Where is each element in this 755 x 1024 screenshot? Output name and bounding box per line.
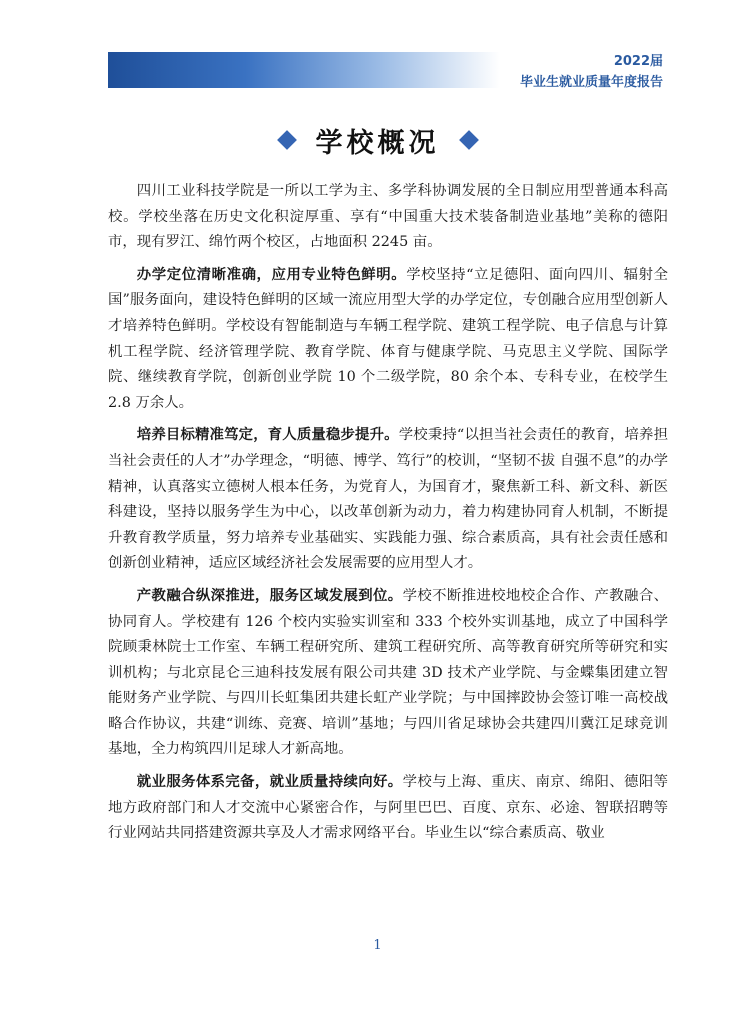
paragraph-text: 学校坚持“立足德阳、面向四川、辐射全国”服务面向，建设特色鲜明的区域一流应用型大学的办学定位，专创融合应用型创新人才培养特色鲜明。学校设有智能制造与车辆工程学院、建筑工程学院、电子信息与计算机工程学院、经济管理学院、教育学院、体育与健康学院、马克思主义学院、国际学院、继续教育学院，创新创业学院 10 个二级学院，80 余个本、专科专业，在校学生 2.8 万余人。 — [108, 266, 668, 411]
body-content — [108, 178, 668, 853]
paragraph-text: 学校秉持“以担当社会责任的教育，培养担当社会责任的人才”办学理念，“明德、博学、笃行”的校训，“坚韧不拔 自强不息”的办学精神，认真落实立德树人根本任务，为党育人，为国育才，聚焦新工科、新文科、新医科建设，坚持以服务学生为中心，以改革创新为动力，着力构建协同育人机制，不断提升教育教学质量，努力培养专业基础实、实践能力强、综合素质高，具有社会责任感和创新创业精神，适应区域经济社会发展需要的应用型人才。 — [108, 427, 668, 572]
paragraph — [108, 422, 668, 577]
paragraph — [108, 769, 668, 847]
paragraph — [108, 262, 668, 417]
paragraph-text: 学校不断推进校地校企合作、产教融合、协同育人。学校建有 126 个校内实验实训室和 333 个校外实训基地，成立了中国科学院顾秉林院士工作室、车辆工程研究所、建筑工程研究所、高等教育研究所等研究和实训机构；与北京昆仑三迪科技发展有限公司共建 3D 技术产业学院、与金蝶集团建立智能财务产业学院、与四川长虹集团共建长虹产业学院；与中国摔跤协会签订唯一高校战略合作协议，共建“训练、竞赛、培训”基地；与四川省足球协会共建四川冀江足球竞训基地，全力构筑四川足球人才新高地。 — [108, 587, 668, 758]
paragraph-text: 四川工业科技学院是一所以工学为主、多学科协调发展的全日制应用型普通本科高校。学校坐落在历史文化积淀厚重、享有“中国重大技术装备制造业基地”美称的德阳市，现有罗江、绵竹两个校区，占地面积 2245 亩。 — [108, 183, 668, 251]
paragraph-lead: 产教融合纵深推进，服务区域发展到位。 — [136, 586, 403, 604]
paragraph-lead: 办学定位清晰准确，应用专业特色鲜明。 — [136, 265, 407, 283]
diamond-icon — [277, 130, 297, 150]
section-title-block — [0, 120, 755, 160]
paragraph-lead: 就业服务体系完备，就业质量持续向好。 — [136, 773, 403, 791]
report-subtitle: 毕业生就业质量年度报告 — [519, 75, 663, 90]
paragraph-lead: 培养目标精准笃定，育人质量稳步提升。 — [136, 426, 399, 444]
paragraph — [108, 583, 668, 763]
section-title: 学校概况 — [315, 127, 440, 159]
paragraph — [108, 178, 668, 256]
report-year: 2022届 — [613, 54, 663, 69]
header-banner — [108, 52, 500, 88]
diamond-icon — [459, 130, 479, 150]
page-number: 1 — [373, 938, 382, 953]
paragraph-text: 学校与上海、重庆、南京、绵阳、德阳等地方政府部门和人才交流中心紧密合作，与阿里巴巴、百度、京东、必途、智联招聘等行业网站共同搭建资源共享及人才需求网络平台。毕业生以“综合素质高、敬业 — [108, 774, 668, 842]
